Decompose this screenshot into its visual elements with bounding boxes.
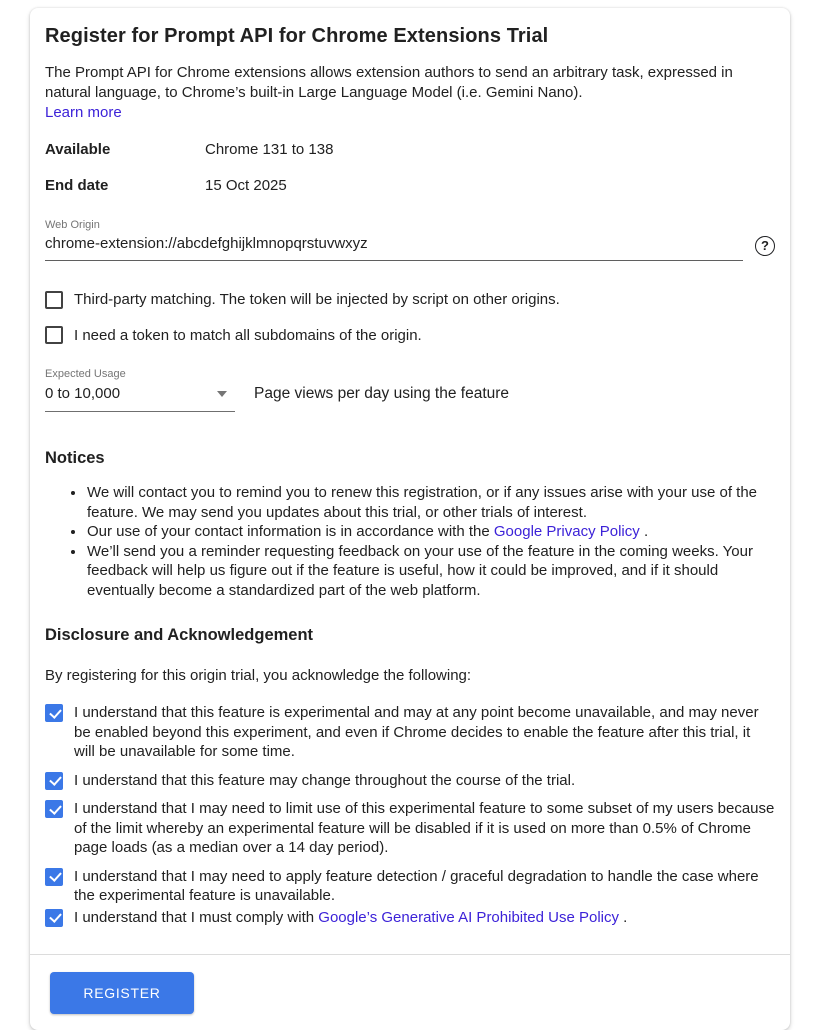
disclosure-intro: By registering for this origin trial, you acknowledge the following:	[45, 667, 472, 684]
third-party-label: Third-party matching. The token will be injected by script on other origins.	[74, 291, 560, 308]
ack-usage-limit-checkbox[interactable]	[45, 800, 63, 818]
third-party-matching-option	[45, 290, 775, 310]
learn-more-link[interactable]: Learn more	[45, 104, 122, 121]
available-row	[45, 141, 775, 158]
notice-text: We will contact you to remind you to renew this registration, or if any issues arise with your use of the feature. We may send you updates about this trial, or other trials of interest.	[87, 484, 758, 521]
page-title: Register for Prompt API for Chrome Extensions Trial	[45, 25, 549, 47]
genai-policy-link[interactable]: Google’s Generative AI Prohibited Use Policy	[318, 908, 619, 926]
available-label: Available	[45, 141, 111, 158]
ack-feature-detection-checkbox[interactable]	[45, 868, 63, 886]
notice-text: Our use of your contact information is in accordance with the	[87, 523, 494, 540]
notice-text: .	[639, 523, 649, 540]
ack-item-experimental	[45, 703, 775, 762]
web-origin-input[interactable]	[45, 232, 743, 261]
ack-text: I understand that I may need to apply feature detection / graceful degradation to handle the case where the experimental feature is unavailable.	[74, 867, 759, 904]
disclosure-heading: Disclosure and Acknowledgement	[45, 626, 314, 644]
ack-text: I understand that I may need to limit use of this experimental feature to some subset of my users because of the limit whereby an experimental feature will be disabled if it is used on more than 0.5% of Chrome page loads (as a median over a 14 day period).	[74, 800, 775, 856]
ack-item-feature-detection	[45, 867, 775, 906]
notice-item	[86, 522, 775, 542]
ack-may-change-checkbox[interactable]	[45, 772, 63, 790]
notice-item	[86, 483, 775, 522]
ack-item-may-change	[45, 771, 775, 791]
web-origin-row	[45, 232, 775, 261]
ack-text-post: .	[619, 908, 628, 926]
ack-experimental-checkbox[interactable]	[45, 704, 63, 722]
registration-form	[30, 8, 790, 954]
subdomain-option	[45, 326, 775, 346]
expected-usage-block	[45, 368, 775, 412]
expected-usage-label: Expected Usage	[45, 368, 126, 380]
expected-usage-select[interactable]	[45, 381, 235, 412]
end-date-label: End date	[45, 177, 109, 194]
expected-usage-hint: Page views per day using the feature	[254, 384, 510, 402]
trial-description: The Prompt API for Chrome extensions allows extension authors to send an arbitrary task, expressed in natural language, to Chrome’s built-in Large Language Model (i.e. Gemini Nano).	[45, 64, 733, 101]
ack-text: I understand that this feature may change throughout the course of the trial.	[74, 771, 576, 789]
acknowledgement-list	[45, 703, 775, 927]
end-date-row	[45, 177, 775, 194]
subdomain-checkbox[interactable]	[45, 326, 63, 344]
notices-heading: Notices	[45, 449, 105, 467]
subdomain-label: I need a token to match all subdomains of the origin.	[74, 326, 422, 344]
notice-item	[86, 542, 775, 601]
notice-text: We’ll send you a reminder requesting feedback on your use of the feature in the coming weeks. Your feedback will help us figure out if the feature is useful, how it could be improved, and if it should eventually become a standardized part of the web platform.	[87, 542, 753, 599]
ack-genai-policy-checkbox[interactable]	[45, 909, 63, 927]
registration-card	[30, 8, 790, 1030]
form-footer	[30, 954, 790, 1030]
end-date-value: 15 Oct 2025	[205, 177, 287, 194]
third-party-checkbox[interactable]	[45, 291, 63, 309]
ack-text: I understand that this feature is experimental and may at any point become unavailable, and may never be enabled beyond this experiment, and even if Chrome decides to enable the feature after this trial, it will be unavailable for some time.	[74, 704, 759, 760]
expected-usage-value: 0 to 10,000	[45, 385, 121, 402]
web-origin-label: Web Origin	[45, 219, 100, 231]
register-button[interactable]: REGISTER	[50, 972, 194, 1014]
ack-text-pre: I understand that I must comply with	[74, 908, 319, 926]
available-value: Chrome 131 to 138	[205, 141, 334, 158]
ack-text	[74, 908, 627, 928]
help-icon[interactable]: ?	[755, 236, 775, 256]
ack-item-usage-limit	[45, 799, 775, 858]
expected-usage-row	[45, 381, 775, 412]
dropdown-arrow-icon	[217, 391, 227, 397]
privacy-policy-link[interactable]: Google Privacy Policy	[493, 523, 640, 540]
notices-list	[45, 483, 775, 600]
ack-item-genai-policy	[45, 908, 775, 928]
